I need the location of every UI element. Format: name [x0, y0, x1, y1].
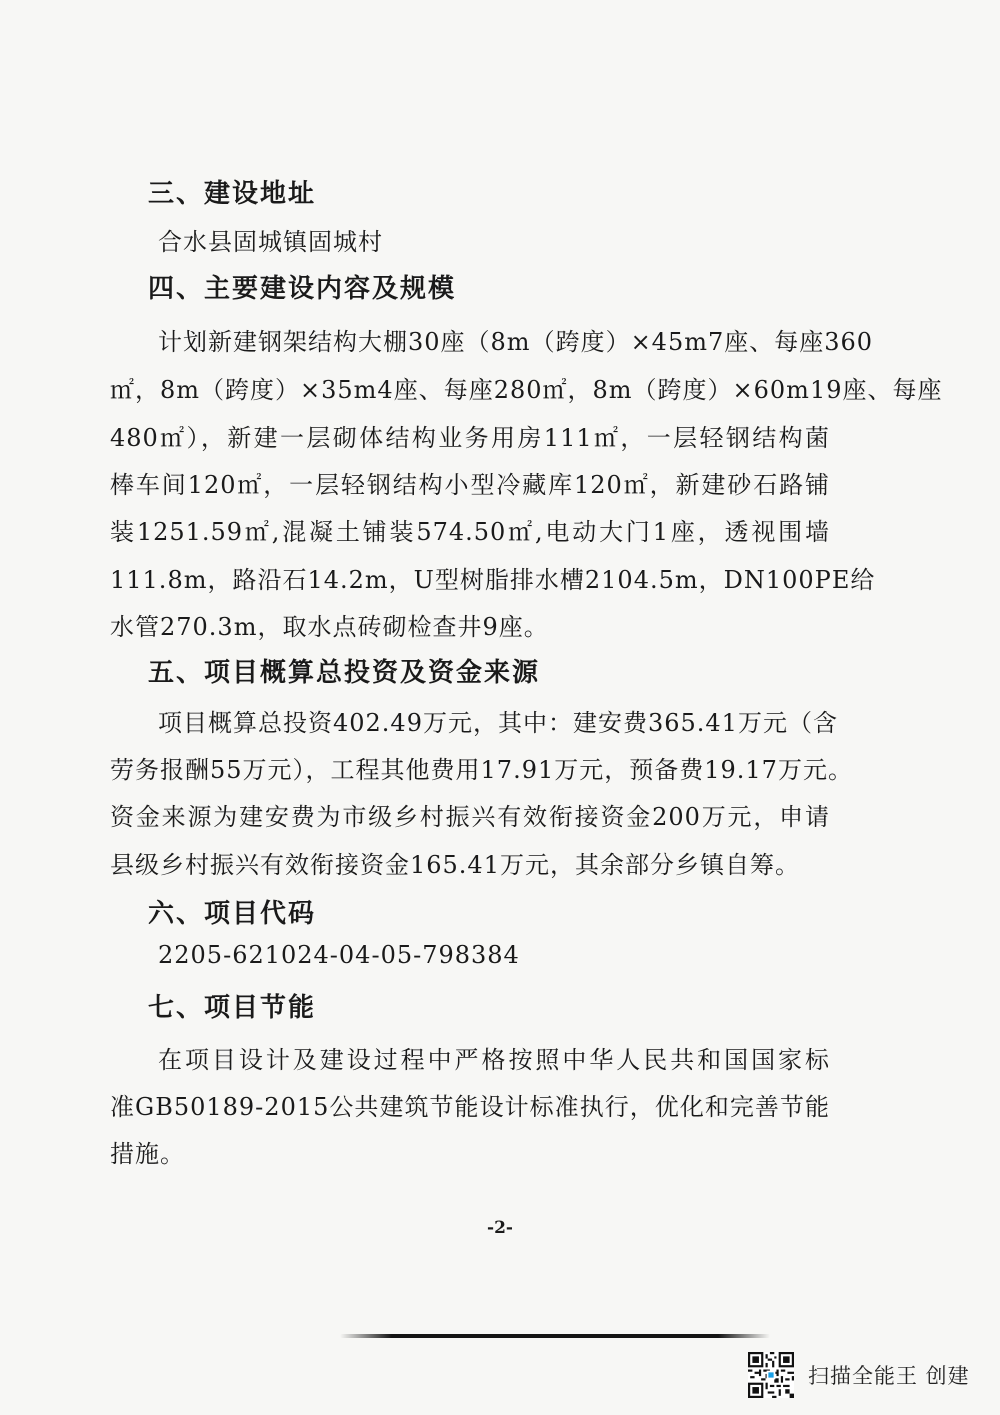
watermark-text: 扫描全能王 创建 [808, 1364, 970, 1388]
section-4-line-5: 装1251.59㎡,混凝土铺装574.50㎡,电动大门1座，透视围墙 [110, 518, 830, 546]
page-number: -2- [487, 1218, 513, 1238]
section-4-line-2: ㎡，8m（跨度）×35m4座、每座280㎡，8m（跨度）×60m19座、每座 [110, 376, 943, 404]
footer-rule [340, 1334, 770, 1338]
section-7-line-2: 准GB50189-2015公共建筑节能设计标准执行，优化和完善节能 [110, 1093, 830, 1121]
section-4-line-1: 计划新建钢架结构大棚30座（8m（跨度）×45m7座、每座360 [158, 328, 874, 356]
section-6-heading: 六、项目代码 [148, 899, 317, 929]
section-3-address: 合水县固城镇固城村 [158, 228, 383, 256]
section-4-line-7: 水管270.3m，取水点砖砌检查井9座。 [110, 613, 549, 641]
scanner-watermark [748, 1352, 970, 1398]
section-4-line-3: 480㎡），新建一层砌体结构业务用房111㎡，一层轻钢结构菌 [110, 424, 830, 452]
section-5-line-2: 劳务报酬55万元），工程其他费用17.91万元，预备费19.17万元。 [110, 756, 853, 784]
section-7-line-1: 在项目设计及建设过程中严格按照中华人民共和国国家标 [158, 1046, 830, 1074]
qr-code-icon [748, 1352, 794, 1398]
section-4-heading: 四、主要建设内容及规模 [148, 274, 457, 304]
section-5-heading: 五、项目概算总投资及资金来源 [148, 658, 541, 688]
section-5-line-1: 项目概算总投资402.49万元，其中：建安费365.41万元（含 [158, 709, 838, 737]
section-4-line-4: 棒车间120㎡，一层轻钢结构小型冷藏库120㎡，新建砂石路铺 [110, 471, 830, 499]
section-7-line-3: 措施。 [110, 1140, 185, 1168]
section-6-code: 2205-621024-04-05-798384 [158, 941, 520, 969]
section-5-line-3: 资金来源为建安费为市级乡村振兴有效衔接资金200万元，申请 [110, 803, 830, 831]
section-5-line-4: 县级乡村振兴有效衔接资金165.41万元，其余部分乡镇自筹。 [110, 851, 800, 879]
section-3-heading: 三、建设地址 [148, 179, 317, 209]
section-7-heading: 七、项目节能 [148, 993, 317, 1023]
section-4-line-6: 111.8m，路沿石14.2m，U型树脂排水槽2104.5m，DN100PE给 [110, 566, 876, 594]
